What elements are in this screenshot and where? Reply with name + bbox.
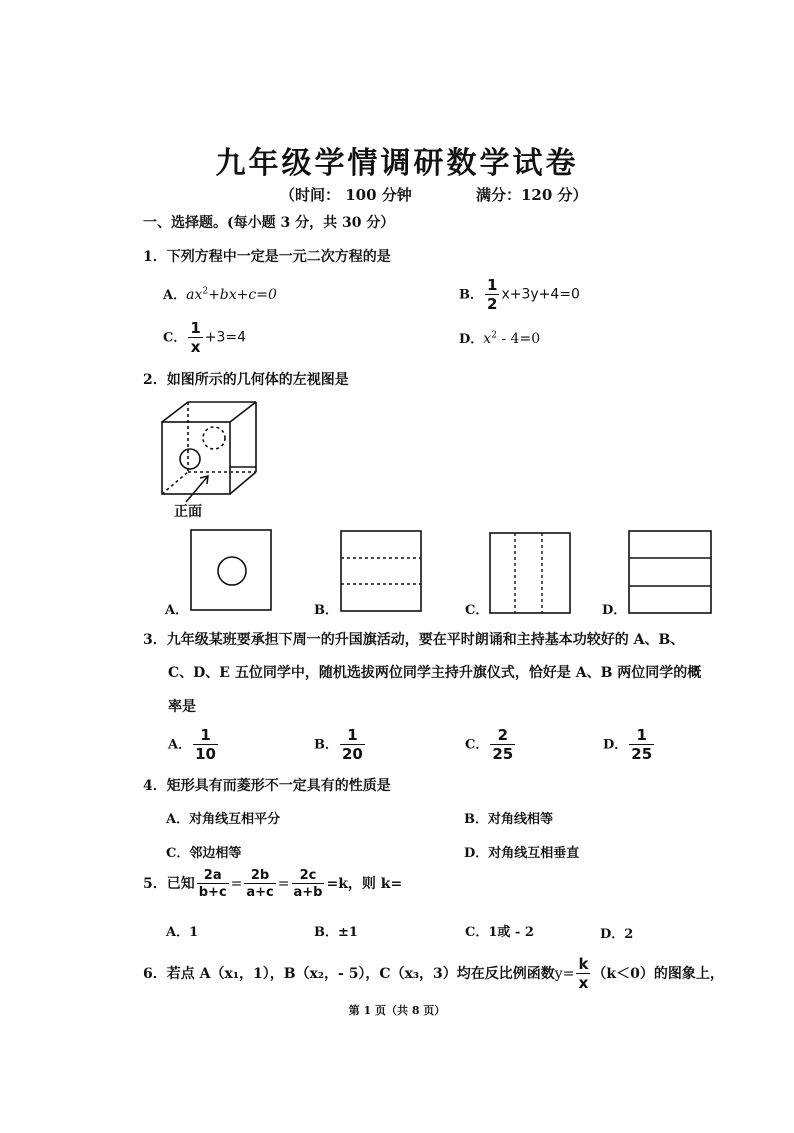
q5-option-a: A．1 bbox=[166, 925, 199, 940]
q1-option-d: D．$x^2 - 4=0$ bbox=[459, 330, 541, 347]
q2-option-d: D． bbox=[602, 603, 627, 618]
exam-time: （时间： 100 分钟 bbox=[280, 186, 412, 204]
question-4-stem: 4．矩形具有而菱形不一定具有的性质是 bbox=[143, 778, 391, 794]
question-1-stem: 1．下列方程中一定是一元二次方程的是 bbox=[143, 249, 391, 265]
question-6-stem: 6．若点 A（x₁，1），B（x₂，- 5），C（x₃，3）均在反比例函数y= $\frac{k}{x}$ （k＜0）的图象上， bbox=[143, 955, 724, 992]
q2-option-b: B． bbox=[314, 603, 338, 618]
q5-option-d: D．2 bbox=[600, 927, 634, 942]
question-5-stem: 5．已知 $\frac{2a}{b+c}$ = $\frac{2b}{a+c}$ = $\frac{2c}{a+b}$ =k，则 k= bbox=[143, 868, 403, 900]
q3-option-b: B． $\frac{1}{20}$ bbox=[314, 726, 363, 763]
q2-option-d-figure bbox=[628, 530, 712, 614]
q5-option-c: C．1或 - 2 bbox=[465, 925, 534, 940]
page-title: 九年级学情调研数学试卷 bbox=[215, 146, 579, 181]
q4-option-c: C．邻边相等 bbox=[166, 846, 242, 861]
exam-score: 满分：120 分） bbox=[476, 186, 588, 204]
q3-option-c: C． $\frac{2}{25}$ bbox=[465, 726, 514, 763]
q3-option-a: A． $\frac{1}{10}$ bbox=[168, 726, 216, 763]
page-footer: 第 1 页（共 8 页） bbox=[348, 1004, 446, 1017]
front-label: 正面 bbox=[174, 504, 202, 520]
question-3-line-2: C、D、E 五位同学中，随机选拔两位同学主持升旗仪式，恰好是 A、B 两位同学的概 bbox=[168, 665, 702, 681]
q1-option-a: A．$ax^2+bx+c=0$ bbox=[163, 286, 277, 303]
q4-option-b: B．对角线相等 bbox=[464, 812, 553, 827]
q1-option-c: C． $\frac{1}{x}$ +3=4 bbox=[163, 319, 247, 356]
q4-option-d: D．对角线互相垂直 bbox=[464, 846, 580, 861]
q2-option-a-figure bbox=[190, 529, 272, 611]
section-heading: 一、选择题。(每小题 3 分，共 30 分） bbox=[143, 215, 395, 231]
question-3-line-1: 3．九年级某班要承担下周一的升国旗活动，要在平时朗诵和主持基本功较好的 A、B、 bbox=[143, 632, 685, 648]
q2-option-a: A． bbox=[165, 603, 189, 618]
q4-option-a: A．对角线互相平分 bbox=[166, 812, 281, 827]
question-3-line-3: 率是 bbox=[168, 699, 196, 715]
q3-option-d: D． $\frac{1}{25}$ bbox=[603, 726, 653, 763]
q2-option-c-figure bbox=[489, 532, 571, 614]
q1-option-b: B． $\frac{1}{2}$ x+3y+4=0 bbox=[459, 276, 580, 313]
q2-option-c: C． bbox=[465, 603, 489, 618]
q5-option-b: B．±1 bbox=[314, 925, 358, 940]
question-2-stem: 2．如图所示的几何体的左视图是 bbox=[143, 372, 349, 388]
q2-option-b-figure bbox=[340, 530, 422, 612]
